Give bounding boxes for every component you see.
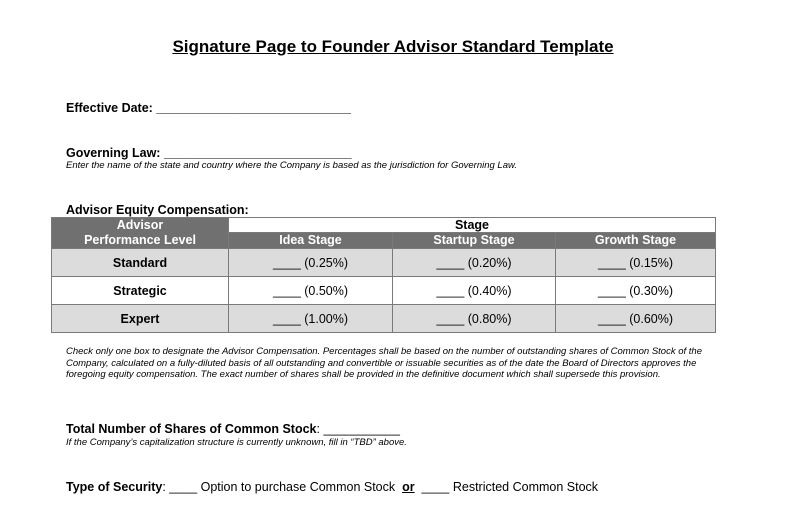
table-row — [52, 249, 716, 277]
header-left-line2: Performance Level — [84, 233, 196, 247]
header-startup-stage: Startup Stage — [393, 233, 556, 249]
security-option-label: Option to purchase Common Stock — [200, 480, 396, 494]
security-restricted-label: Restricted Common Stock — [452, 480, 599, 494]
row-level-expert: Expert — [52, 305, 229, 333]
equity-note: Check only one box to designate the Advisor Compensation. Percentages shall be based on the number of outstanding shares of Common Stock of the Company, calculated on a fully-diluted basis of all outstanding and convertible or issuable securities as of the date the Board of Directors approves the foregoing equity compensation. The exact number of shares shall be provided in the definitive document which shall supersede this provision. — [66, 346, 703, 381]
total-shares-colon: : — [316, 422, 320, 436]
table-row — [52, 277, 716, 305]
total-shares-label: Total Number of Shares of Common Stock — [66, 422, 317, 436]
cell-strategic-idea[interactable]: ____ (0.50%) — [229, 277, 393, 305]
cell-strategic-startup[interactable]: ____ (0.40%) — [393, 277, 556, 305]
security-option-blank[interactable]: ____ — [169, 480, 198, 494]
header-stage: Stage — [229, 218, 716, 233]
effective-date-blank[interactable]: ____________________________ — [156, 101, 351, 115]
security-restricted-blank[interactable]: ____ — [421, 480, 450, 494]
cell-expert-idea[interactable]: ____ (1.00%) — [229, 305, 393, 333]
security-type-colon: : — [162, 480, 166, 494]
total-shares-line — [66, 422, 400, 436]
total-shares-blank[interactable]: ___________ — [323, 422, 400, 436]
governing-law-blank[interactable]: ___________________________ — [163, 146, 352, 160]
cell-standard-growth[interactable]: ____ (0.15%) — [556, 249, 716, 277]
row-level-strategic: Strategic — [52, 277, 229, 305]
header-idea-stage: Idea Stage — [229, 233, 393, 249]
header-left-line1: Advisor — [116, 218, 164, 232]
total-shares-note: If the Company’s capitalization structure is currently unknown, fill in “TBD” above. — [66, 437, 407, 448]
security-type-line — [66, 480, 598, 494]
cell-standard-startup[interactable]: ____ (0.20%) — [393, 249, 556, 277]
header-growth-stage: Growth Stage — [556, 233, 716, 249]
page-title: Signature Page to Founder Advisor Standard Template — [172, 37, 614, 56]
table-row — [52, 305, 716, 333]
effective-date-label: Effective Date: — [66, 101, 153, 115]
governing-law-note: Enter the name of the state and country where the Company is based as the jurisdiction for Governing Law. — [66, 160, 517, 171]
security-type-label: Type of Security — [66, 480, 163, 494]
or-connector: or — [402, 480, 415, 494]
governing-law-line — [66, 146, 352, 160]
cell-expert-growth[interactable]: ____ (0.60%) — [556, 305, 716, 333]
governing-law-label: Governing Law: — [66, 146, 161, 160]
cell-expert-startup[interactable]: ____ (0.80%) — [393, 305, 556, 333]
effective-date-line — [66, 101, 351, 115]
header-advisor-level — [52, 218, 229, 249]
equity-section-label: Advisor Equity Compensation: — [66, 203, 249, 217]
row-level-standard: Standard — [52, 249, 229, 277]
equity-table — [51, 217, 716, 333]
cell-strategic-growth[interactable]: ____ (0.30%) — [556, 277, 716, 305]
cell-standard-idea[interactable]: ____ (0.25%) — [229, 249, 393, 277]
